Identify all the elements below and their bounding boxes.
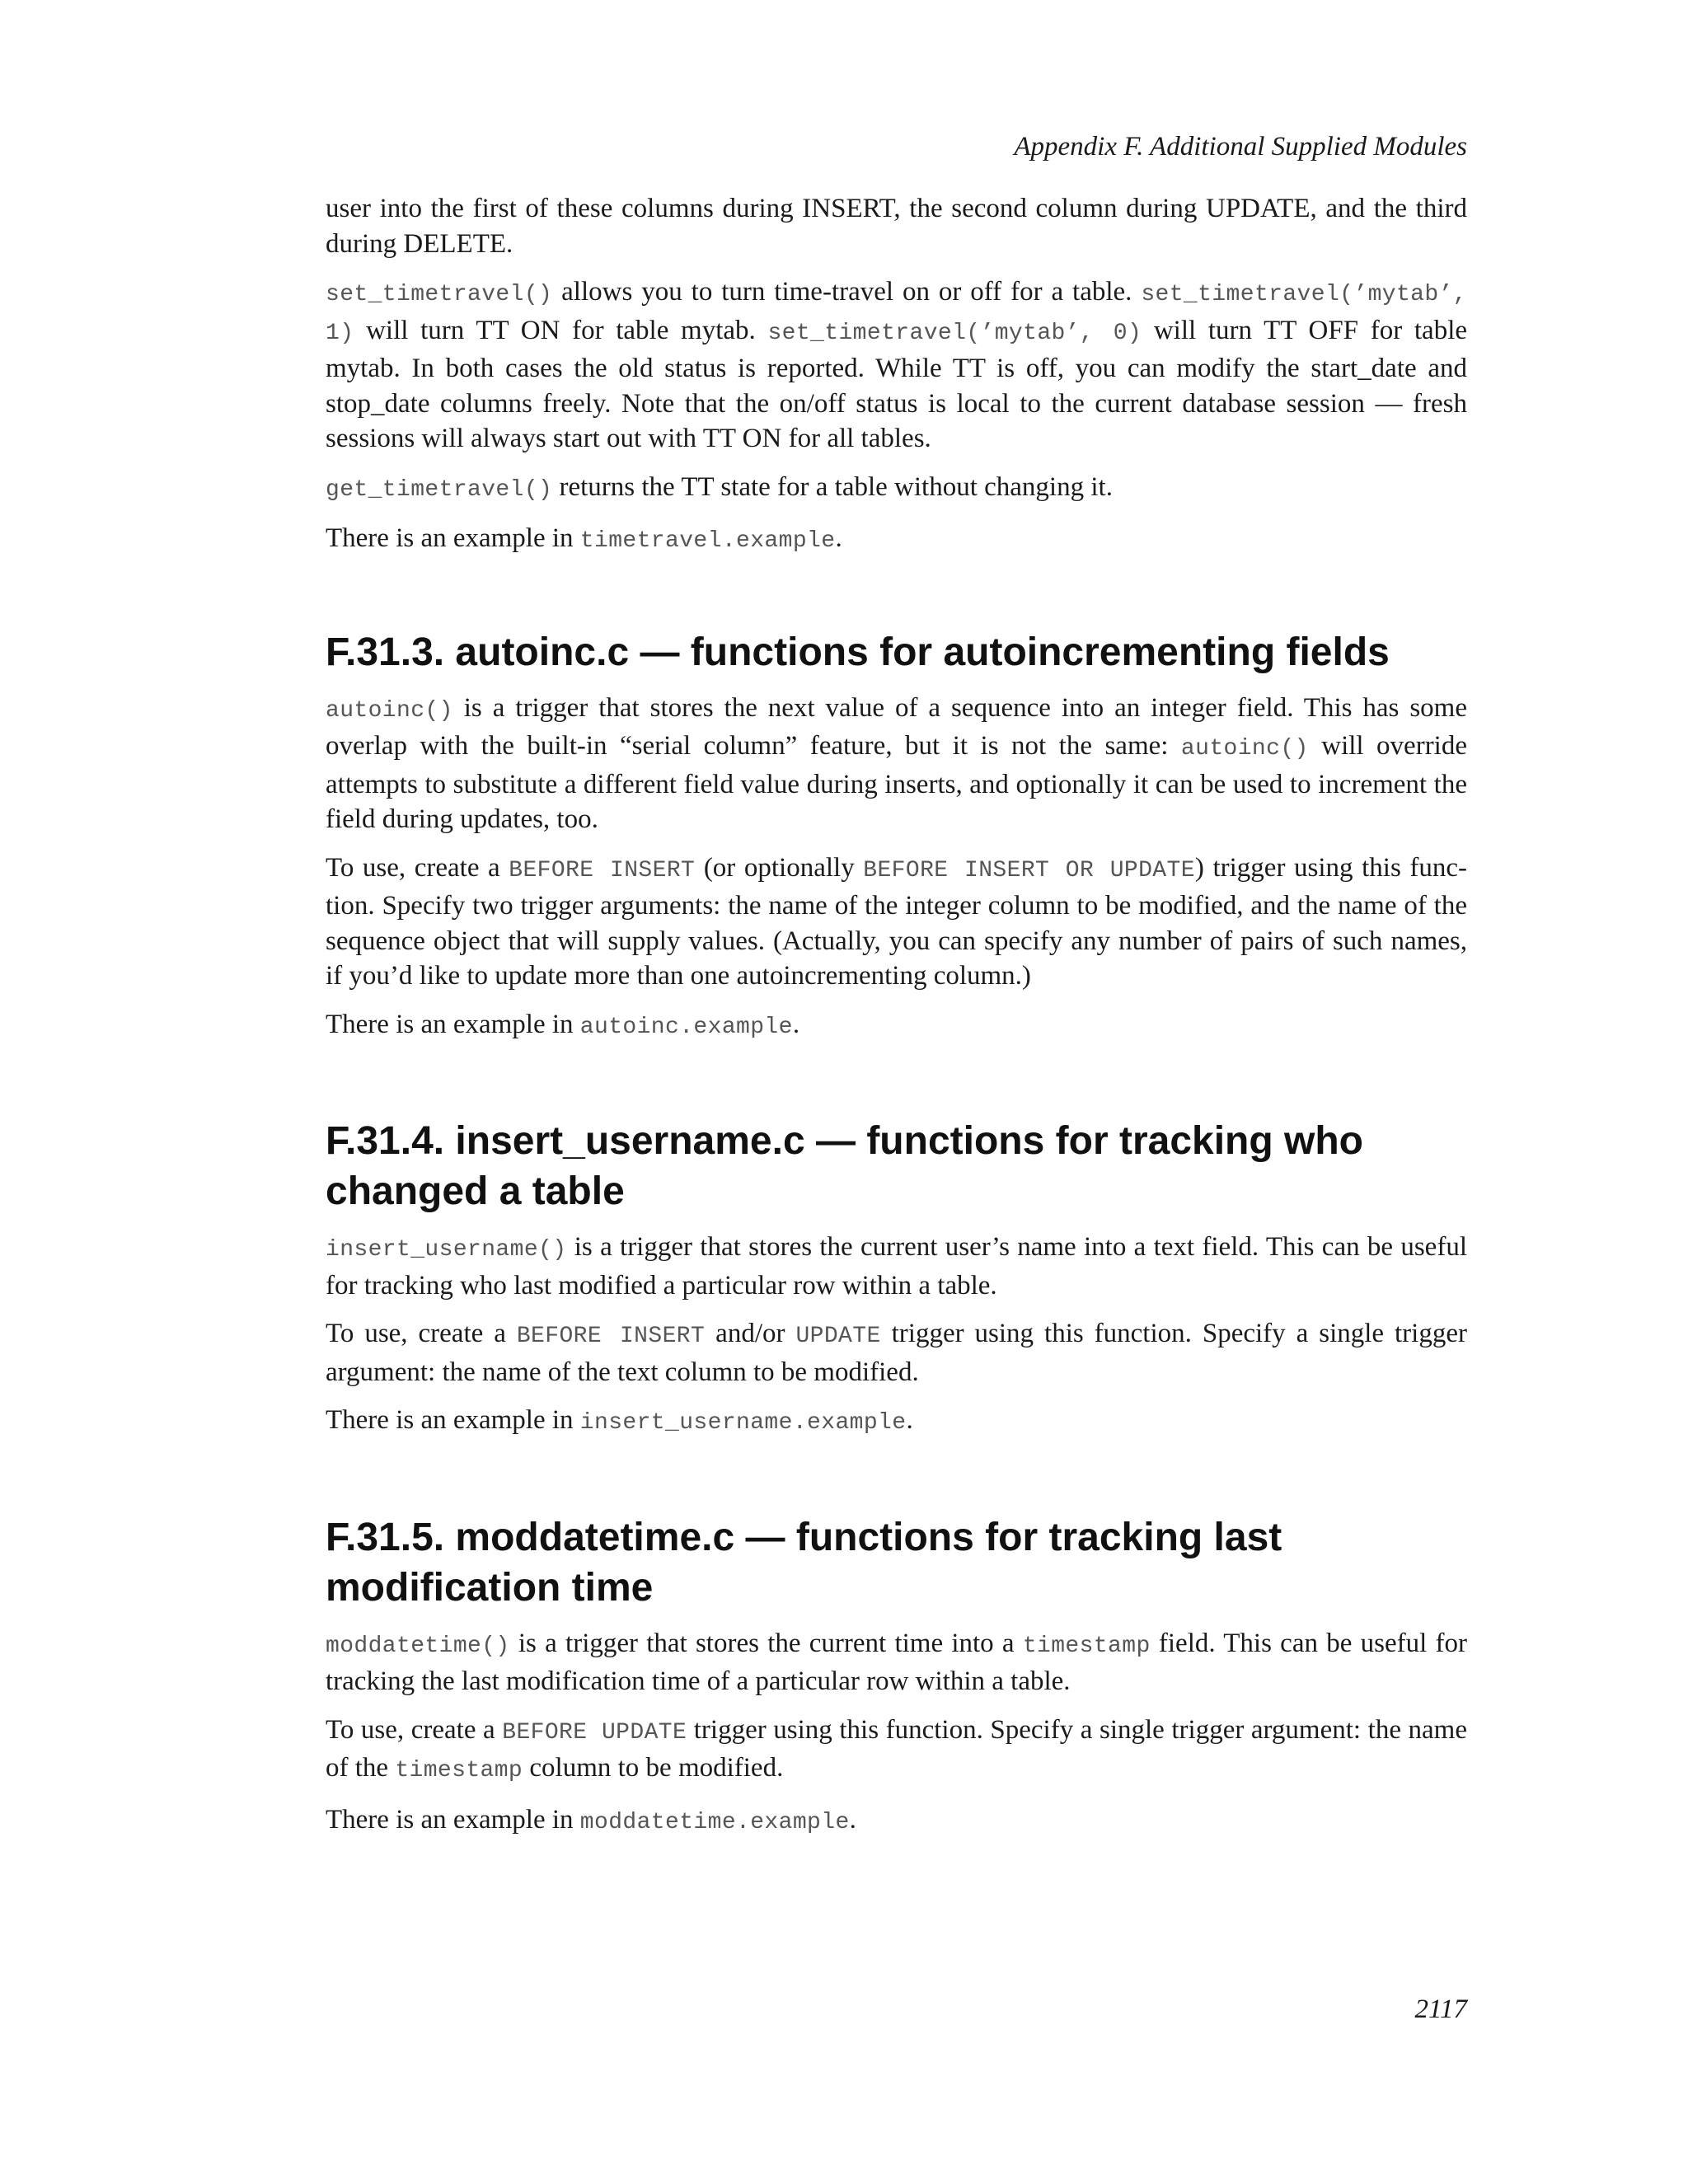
- text-run: field. This can be useful for tracking the last modification time of a particular row within a table.: [326, 1628, 1467, 1696]
- text-run: is a trigger that stores the next value of a sequence into an integer field. This has some overlap with the built-in “serial column” feature, but it is not the same:: [326, 692, 1467, 761]
- section-paragraph: [326, 851, 1467, 994]
- text-run: and/or: [705, 1319, 796, 1348]
- intro-paragraph-3: [326, 470, 1467, 509]
- text-run: .: [835, 523, 842, 553]
- text-run: column to be modified.: [523, 1753, 784, 1783]
- text-run: There is an example in: [326, 1804, 580, 1835]
- text-run: To use, create a: [326, 1319, 517, 1348]
- section-heading-moddatetime: F.31.5. moddatetime.c — functions for tracking last modification time: [326, 1515, 1282, 1610]
- example-filename: autoinc.example: [579, 1014, 793, 1040]
- function-name: autoinc(): [1180, 736, 1309, 762]
- example-reference: [326, 1403, 1467, 1441]
- running-header: Appendix F. Additional Supplied Modules: [1014, 132, 1467, 162]
- example-filename: moddatetime.example: [579, 1809, 850, 1835]
- section-paragraph: [326, 1316, 1467, 1390]
- function-name: set_timetravel(): [326, 282, 553, 307]
- section-paragraph: [326, 1626, 1467, 1699]
- section-heading-autoinc: F.31.3. autoinc.c — functions for autoincrementing fields: [326, 630, 1390, 674]
- text-run: .: [849, 1804, 856, 1835]
- text-run: will turn TT OFF for table mytab. In both cases the old status is reported. While TT is off, you can modify the start_date and stop_date columns freely. Note that the on/off status is local to the current database session — fresh sessions will always start out with TT ON for all tables.: [326, 315, 1468, 453]
- text-run: is a trigger that stores the current time into a: [509, 1628, 1023, 1658]
- example-reference: [326, 1007, 1467, 1046]
- example-reference: [326, 521, 1467, 560]
- text-run: will turn TT ON for table mytab.: [354, 315, 768, 345]
- section-paragraph: [326, 1230, 1467, 1303]
- intro-paragraph-1: user into the first of these columns during INSERT, the second column during UPDATE, and the third during DELETE.: [326, 194, 1467, 259]
- function-name: moddatetime(): [326, 1633, 510, 1659]
- function-name: get_timetravel(): [326, 476, 553, 503]
- text-run: trigger using this function. Specify a single trigger argument: the name of the text column to be modified.: [326, 1319, 1467, 1387]
- text-run: trigger using this function. Specify a single trigger argument: the name of the: [326, 1714, 1467, 1783]
- text-run: ) trigger using this func-tion. Specify two trigger arguments: the name of the integer column to be modified, and the name of the sequence object that will supply values. (Actually, you can specify any number of pairs of such names, if you’d like to update more than one autoincrementing column.): [326, 852, 1467, 991]
- code-snippet: BEFORE UPDATE: [502, 1719, 687, 1746]
- function-name: autoinc(): [326, 697, 453, 724]
- example-filename: timetravel.example: [579, 528, 836, 554]
- intro-paragraph-2: [326, 274, 1467, 457]
- text-run: There is an example in: [326, 1405, 580, 1435]
- text-run: There is an example in: [326, 523, 580, 553]
- example-reference: [326, 1802, 1467, 1841]
- page-number: 2117: [1414, 1994, 1467, 2024]
- code-snippet: BEFORE INSERT: [509, 857, 696, 883]
- text-run: .: [906, 1405, 913, 1435]
- text-run: To use, create a: [326, 852, 509, 883]
- code-snippet: timestamp: [395, 1758, 523, 1783]
- example-filename: insert_username.example: [579, 1410, 907, 1436]
- section-heading-insert-username: F.31.4. insert_username.c — functions for tracking who changed a table: [326, 1119, 1363, 1213]
- text-run: is a trigger that stores the current user’s name into a text field. This can be useful for tracking who last modified a particular row within a table.: [326, 1232, 1467, 1301]
- text-run: .: [792, 1009, 800, 1039]
- code-snippet: set_timetravel(’mytab’, 1): [326, 282, 1467, 346]
- code-snippet: BEFORE INSERT: [516, 1324, 706, 1349]
- text-run: returns the TT state for a table without changing it.: [552, 471, 1113, 502]
- section-paragraph: [326, 691, 1467, 837]
- text-run: will override attempts to substitute a different field value during inserts, and optionally it can be used to increment the field during updates, too.: [326, 731, 1467, 834]
- text-run: allows you to turn time-travel on or off for a table.: [552, 277, 1142, 307]
- code-snippet: timestamp: [1022, 1633, 1151, 1659]
- text-run: (or optionally: [695, 852, 864, 883]
- function-name: insert_username(): [326, 1237, 567, 1263]
- code-snippet: BEFORE INSERT OR UPDATE: [863, 857, 1195, 883]
- text-run: There is an example in: [326, 1009, 580, 1039]
- section-paragraph: [326, 1713, 1467, 1789]
- code-snippet: set_timetravel(’mytab’, 0): [767, 320, 1142, 346]
- page-content: [326, 191, 1467, 1854]
- code-snippet: UPDATE: [795, 1324, 881, 1349]
- text-run: To use, create a: [326, 1714, 503, 1745]
